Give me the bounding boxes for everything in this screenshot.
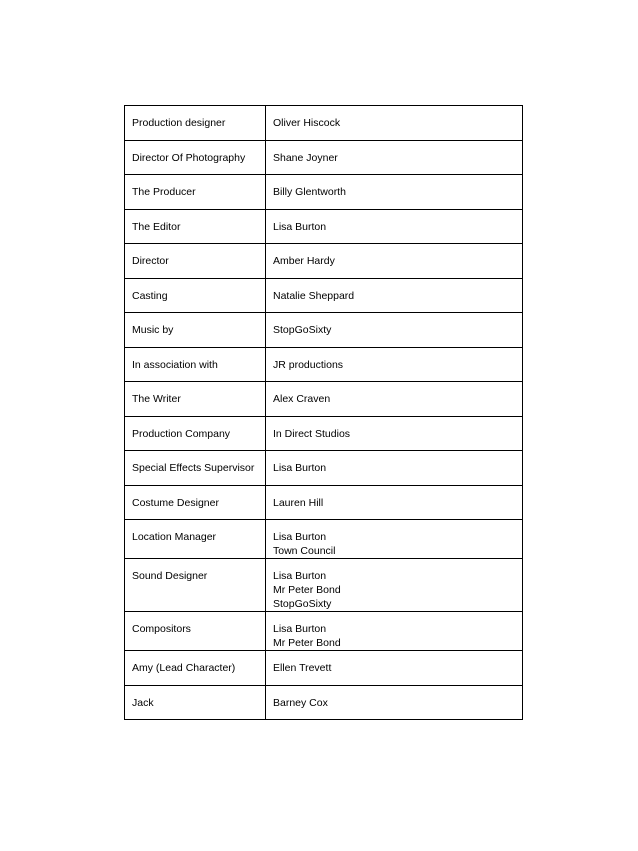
names-cell [266,612,523,651]
credit-name: In Direct Studios [273,427,351,440]
credit-name: Lauren Hill [273,496,324,509]
credit-name: StopGoSixty [273,324,332,336]
credit-name: Mr Peter Bond [273,637,341,649]
table-row [125,313,523,348]
names-cell [266,140,523,175]
role-label: The Writer [132,393,181,405]
credit-name: Lisa Burton [273,220,327,233]
credit-name: Lisa Burton [273,623,327,635]
table-row [125,559,523,612]
credit-name: Natalie Sheppard [273,289,355,302]
names-cell [266,520,523,559]
names-cell [266,244,523,279]
credit-name: Amber Hardy [273,255,335,267]
table-row [125,612,523,651]
role-label: Director [132,255,169,267]
role-cell [125,244,266,279]
role-label: Location Manager [132,531,217,543]
table-row [125,347,523,382]
role-label: Casting [132,289,168,302]
names-cell [266,651,523,686]
credits-table [124,105,523,720]
role-label: Special Effects Supervisor [132,462,255,474]
credit-name: Oliver Hiscock [273,117,341,129]
role-cell [125,485,266,520]
role-cell [125,612,266,651]
role-label: Amy (Lead Character) [132,662,236,674]
role-cell [125,347,266,382]
role-cell [125,209,266,244]
role-label: Production Company [132,427,231,440]
role-cell [125,106,266,141]
table-row [125,520,523,559]
credit-name: Lisa Burton [273,531,327,543]
table-row [125,175,523,210]
role-label: Sound Designer [132,570,208,582]
table-row [125,651,523,686]
table-row [125,416,523,451]
table-row [125,485,523,520]
credit-name: Barney Cox [273,696,328,709]
role-cell [125,313,266,348]
credit-name: Alex Craven [273,393,331,405]
credit-name: Shane Joyner [273,151,338,164]
names-cell [266,685,523,720]
names-cell [266,347,523,382]
role-label: Compositors [132,623,191,635]
role-cell [125,520,266,559]
role-label: Jack [132,696,154,709]
role-label: The Producer [132,186,196,198]
table-row [125,140,523,175]
role-label: Costume Designer [132,496,219,509]
credit-name: Lisa Burton [273,462,327,474]
role-cell [125,685,266,720]
names-cell [266,209,523,244]
role-label: Music by [132,324,174,336]
names-cell [266,175,523,210]
names-cell [266,559,523,612]
credit-name: StopGoSixty [273,598,332,610]
role-cell [125,416,266,451]
role-label: Director Of Photography [132,151,246,164]
table-row [125,685,523,720]
credit-name: Mr Peter Bond [273,584,341,596]
credit-name: JR productions [273,358,344,371]
table-row [125,244,523,279]
role-cell [125,278,266,313]
role-cell [125,175,266,210]
table-row [125,278,523,313]
role-label: The Editor [132,220,181,233]
names-cell [266,278,523,313]
names-cell [266,382,523,417]
table-row [125,209,523,244]
credit-name: Billy Glentworth [273,186,346,198]
names-cell [266,313,523,348]
credit-name: Ellen Trevett [273,662,332,674]
names-cell [266,451,523,486]
role-cell [125,140,266,175]
credit-name: Lisa Burton [273,570,327,582]
table-row [125,106,523,141]
role-cell [125,651,266,686]
names-cell [266,106,523,141]
role-label: In association with [132,358,218,371]
role-cell [125,559,266,612]
names-cell [266,416,523,451]
names-cell [266,485,523,520]
table-row [125,451,523,486]
role-cell [125,382,266,417]
role-cell [125,451,266,486]
role-label: Production designer [132,117,226,129]
credit-name: Town Council [273,545,336,557]
table-row [125,382,523,417]
